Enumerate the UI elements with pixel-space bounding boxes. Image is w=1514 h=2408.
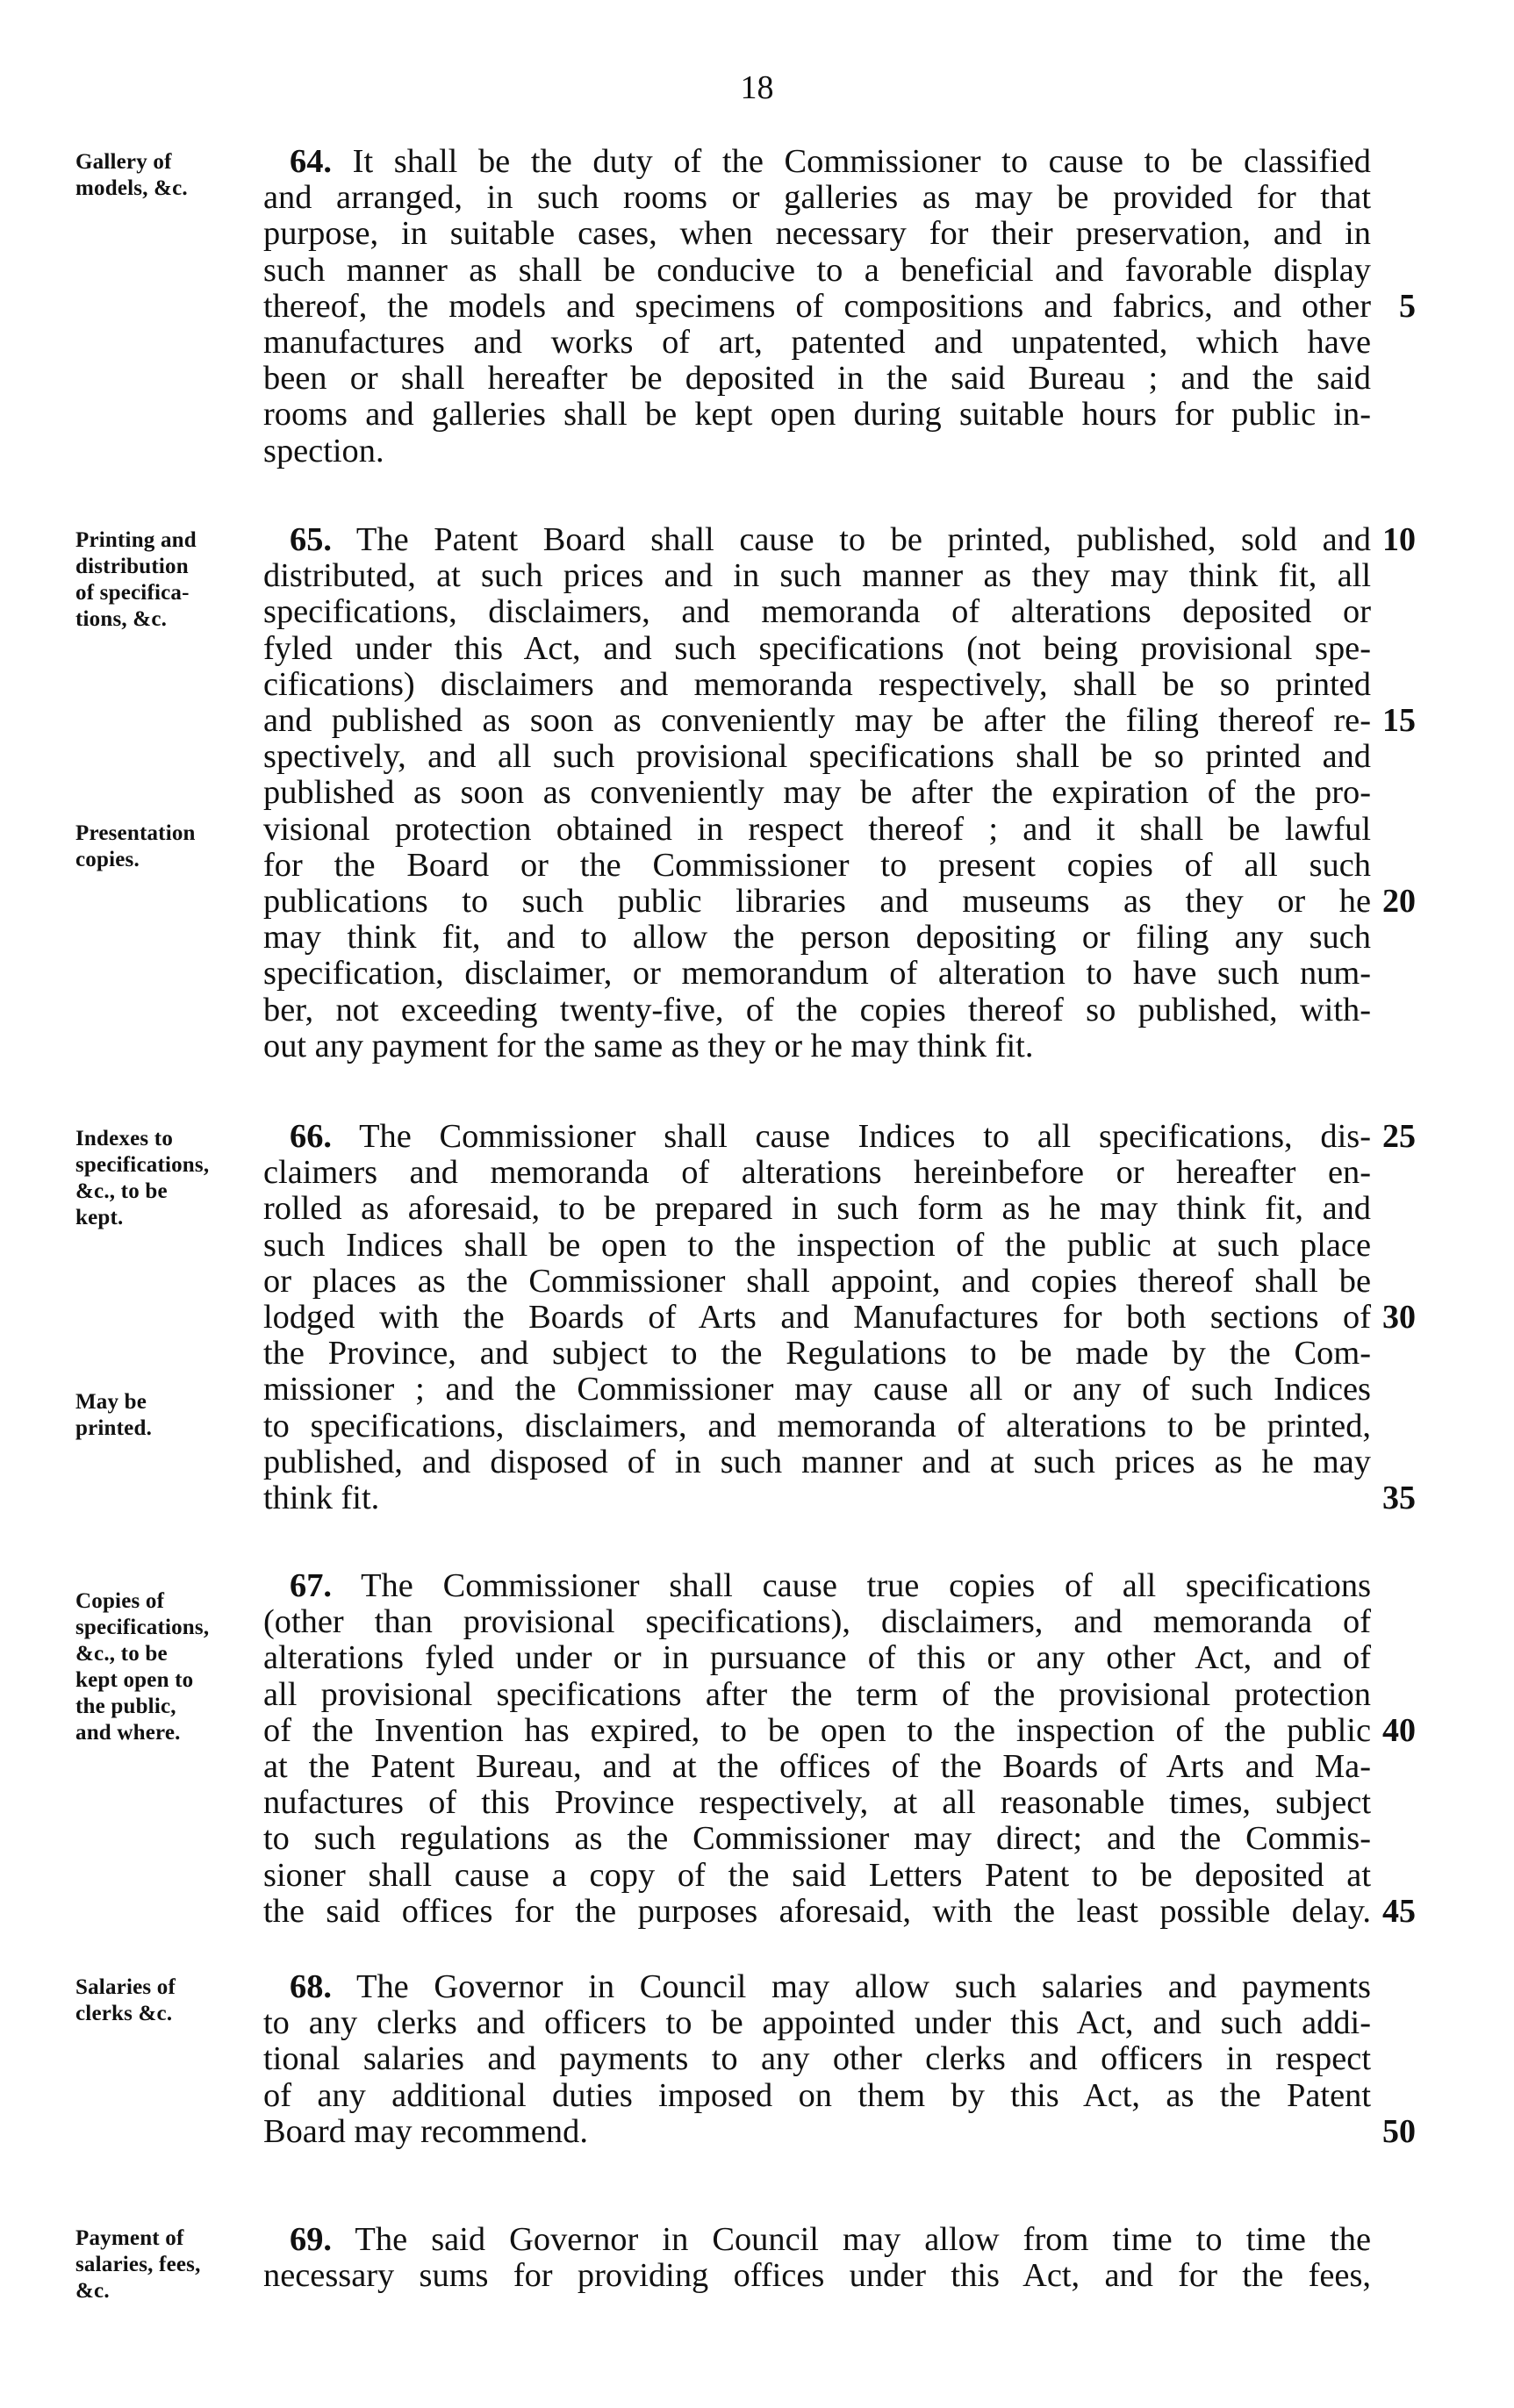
margin-note-line: Salaries of [75,1975,176,1999]
section-line: ber, not exceeding twenty-five, of the copies thereof so published, with- [263,991,1371,1028]
section-line: and arranged, in such rooms or galleries as may be provided for that [263,179,1371,217]
line-number: 40 [1382,1712,1416,1749]
margin-note-line: the public, [75,1695,176,1718]
margin-note-line: specifications, [75,1153,210,1177]
line-number: 20 [1382,883,1416,920]
section-line: claimers and memoranda of alterations hereinbefore or hereafter en- [263,1154,1371,1192]
section-line: or places as the Commissioner shall appoint, and copies thereof shall be [263,1262,1371,1300]
section-number: 66. [290,1118,332,1155]
margin-note-line: Presentation [75,821,196,845]
section-line: the Province, and subject to the Regulations to be made by the Com- [263,1335,1371,1372]
margin-note-line: Copies of [75,1589,165,1613]
page-number: 18 [740,69,774,106]
margin-note-line: clerks &c. [75,2002,173,2025]
section-line [263,1568,1371,1604]
section-line: such manner as shall be conducive to a beneficial and favorable display [263,251,1371,289]
section-line: tional salaries and payments to any other clerks and officers in respect [263,2040,1371,2078]
section-line: visional protection obtained in respect thereof ; and it shall be lawful [263,810,1371,848]
line-number: 45 [1382,1893,1416,1930]
margin-note-line: Payment of [75,2226,184,2250]
margin-note-salaries [75,1974,251,2027]
margin-note-indexes [75,1126,251,1231]
section-number: 64. [290,143,332,180]
section-line: to such regulations as the Commissioner may direct; and the Commis- [263,1820,1371,1858]
section-line [263,2222,1371,2258]
section-line: specification, disclaimer, or memorandum of alteration to have such num- [263,955,1371,993]
margin-note-line: models, &c. [75,176,188,200]
section-line: the said offices for the purposes aforesaid, with the least possible delay. [263,1892,1371,1930]
margin-note-presentation [75,821,251,873]
section-line [263,522,1371,558]
section-line: at the Patent Bureau, and at the offices of the Boards of Arts and Ma- [263,1748,1371,1786]
section-text: The Governor in Council may allow such salaries and payments [356,1968,1371,2005]
margin-note-line: kept open to [75,1668,194,1692]
section-line: published, and disposed of in such manner and at such prices as he may [263,1443,1371,1480]
section-line: all provisional specifications after the term of the provisional protection [263,1675,1371,1713]
margin-note-line: Gallery of [75,150,172,174]
section-line: lodged with the Boards of Arts and Manufactures for both sections of [263,1299,1371,1337]
section-number: 69. [290,2221,332,2258]
section-line: Board may recommend. [263,2112,588,2150]
section-line: rooms and galleries shall be kept open during suitable hours for public in- [263,396,1371,434]
section-number: 65. [290,521,332,558]
margin-note-line: copies. [75,848,140,871]
line-number: 10 [1382,521,1416,558]
margin-note-line: Printing and [75,528,197,552]
section-line: distributed, at such prices and in such manner as they may think fit, all [263,557,1371,595]
margin-note-line: of specifica- [75,581,190,605]
section-line: purpose, in suitable cases, when necessary for their preservation, and in [263,215,1371,253]
section-line: publications to such public libraries and museums as they or he [263,883,1371,921]
section-line: rolled as aforesaid, to be prepared in such form as he may think fit, and [263,1190,1371,1228]
line-number: 50 [1382,2113,1416,2150]
margin-note-printing [75,527,251,633]
section-67 [263,1568,1371,1930]
section-line [263,1119,1371,1155]
section-text: The said Governor in Council may allow from time to time the [355,2221,1371,2258]
section-line: to specifications, disclaimers, and memoranda of alterations to be printed, [263,1407,1371,1444]
section-line: nufactures of this Province respectively, at all reasonable times, subject [263,1784,1371,1822]
section-69 [263,2222,1371,2294]
line-number: 35 [1382,1480,1416,1516]
section-line: think fit. [263,1480,380,1517]
section-number: 67. [290,1567,332,1604]
section-line: published as soon as conveniently may be after the expiration of the pro- [263,774,1371,812]
section-line: and published as soon as conveniently may be after the filing thereof re- [263,702,1371,740]
section-line: out any payment for the same as they or he may think fit. [263,1027,1034,1064]
margin-note-line: and where. [75,1721,181,1745]
section-65 [263,522,1371,1064]
section-line: for the Board or the Commissioner to present copies of all such [263,846,1371,884]
margin-note-may-be-printed [75,1389,251,1442]
margin-note-copies [75,1588,251,1746]
section-line: been or shall hereafter be deposited in the said Bureau ; and the said [263,360,1371,398]
section-line: such Indices shall be open to the inspection of the public at such place [263,1226,1371,1264]
margin-note-line: printed. [75,1416,153,1440]
section-text: The Patent Board shall cause to be printed, published, sold and [355,521,1372,558]
section-line: fyled under this Act, and such specifications (not being provisional spe- [263,629,1371,667]
section-line: spection. [263,432,384,469]
section-text: It shall be the duty of the Commissioner to cause to be classified [352,143,1371,180]
section-line: necessary sums for providing offices under this Act, and for the fees, [263,2257,1371,2295]
margin-note-line: May be [75,1390,147,1414]
section-line: alterations fyled under or in pursuance of this or any other Act, and of [263,1639,1371,1677]
section-line: manufactures and works of art, patented and unpatented, which have [263,324,1371,362]
section-text: The Commissioner shall cause true copies of all specifications [361,1567,1372,1604]
line-number: 30 [1382,1299,1416,1336]
line-number: 5 [1399,288,1416,325]
section-line [263,1969,1371,2005]
section-line: specifications, disclaimers, and memoranda of alterations deposited or [263,593,1371,631]
section-66 [263,1119,1371,1516]
line-number: 15 [1382,702,1416,739]
margin-note-line: &c. [75,2279,110,2303]
margin-note-line: Indexes to [75,1127,174,1150]
section-line [263,144,1371,180]
section-line: thereof, the models and specimens of compositions and fabrics, and other [263,287,1371,325]
section-64 [263,144,1371,469]
margin-note-line: &c., to be [75,1179,168,1203]
section-line: sioner shall cause a copy of the said Letters Patent to be deposited at [263,1856,1371,1894]
margin-note-line: kept. [75,1206,124,1229]
section-line: to any clerks and officers to be appointed under this Act, and such addi- [263,2004,1371,2042]
section-line: of any additional duties imposed on them by this Act, as the Patent [263,2076,1371,2114]
section-line: spectively, and all such provisional specifications shall be so printed and [263,738,1371,776]
section-line: (other than provisional specifications), disclaimers, and memoranda of [263,1603,1371,1641]
section-line: of the Invention has expired, to be open to the inspection of the public [263,1711,1371,1749]
section-line: may think fit, and to allow the person depositing or filing any such [263,919,1371,957]
margin-note-line: &c., to be [75,1642,168,1666]
line-number: 25 [1382,1118,1416,1155]
section-number: 68. [290,1968,332,2005]
section-line: cifications) disclaimers and memoranda respectively, shall be so printed [263,665,1371,703]
margin-note-line: salaries, fees, [75,2253,201,2276]
margin-note-payment [75,2225,251,2304]
margin-note-line: distribution [75,555,189,578]
margin-note-line: tions, &c. [75,607,168,631]
section-text: The Commissioner shall cause Indices to all specifications, dis- [359,1118,1371,1155]
section-68 [263,1969,1371,2150]
margin-note-gallery [75,149,251,202]
margin-note-line: specifications, [75,1616,210,1639]
section-line: missioner ; and the Commissioner may cause all or any of such Indices [263,1371,1371,1408]
